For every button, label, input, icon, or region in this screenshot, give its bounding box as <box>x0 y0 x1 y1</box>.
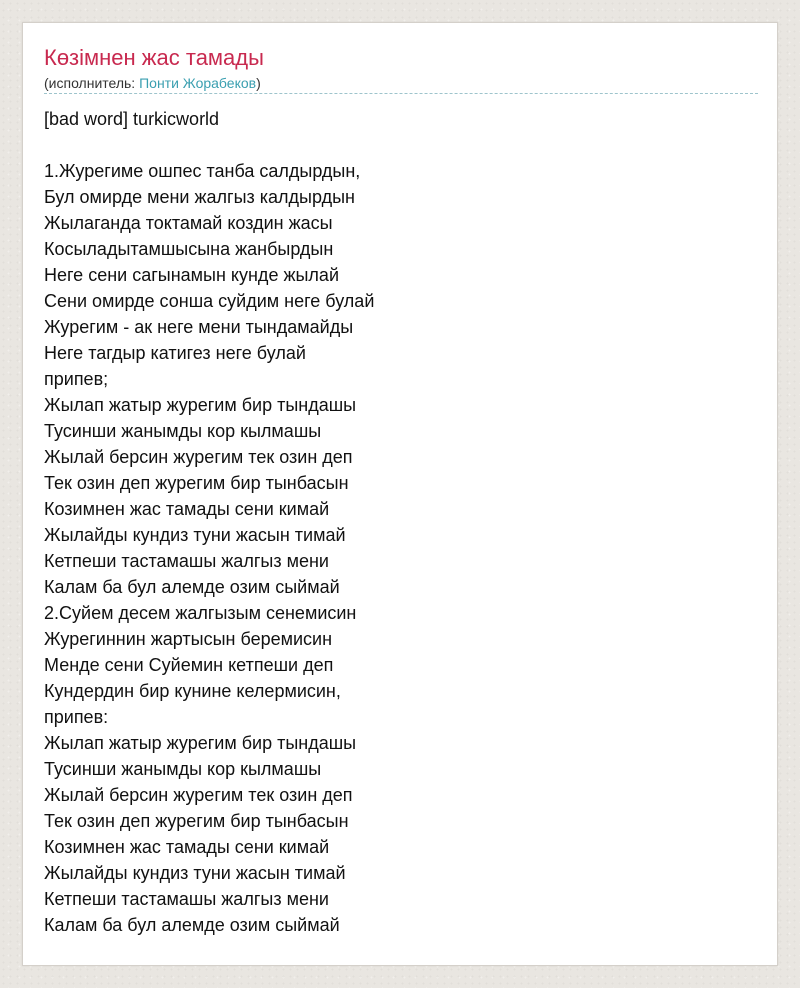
lyric-line: Кетпеши тастамашы жалгыз мени <box>44 889 329 909</box>
lyric-line: Тек озин деп журегим бир тынбасын <box>44 473 349 493</box>
lyric-line: Бул омирде мени жалгыз калдырдын <box>44 187 355 207</box>
artist-suffix: ) <box>256 75 261 91</box>
lyric-line: Калам ба бул алемде озим сыймай <box>44 915 340 935</box>
lyric-line <box>44 132 758 158</box>
lyric-line: Жылай берсин журегим тек озин деп <box>44 447 353 467</box>
artist-line <box>44 74 261 92</box>
lyric-line: Жылап жатыр журегим бир тындашы <box>44 733 357 753</box>
lyric-line: Тусинши жанымды кор кылмашы <box>44 759 322 779</box>
lyric-line: Козимнен жас тамады сени кимай <box>44 837 330 857</box>
lyric-line: [bad word] turkicworld <box>44 109 220 129</box>
lyric-line: Жылаганда токтамай коздин жасы <box>44 213 333 233</box>
lyric-line: 1.Журегиме ошпес танба салдырдын, <box>44 161 361 181</box>
lyric-line: Жылап жатыр журегим бир тындашы <box>44 395 357 415</box>
lyric-line: Жылай берсин журегим тек озин деп <box>44 785 353 805</box>
artist-link[interactable]: Понти Жорабеков <box>139 75 257 91</box>
lyric-line: Калам ба бул алемде озим сыймай <box>44 577 340 597</box>
lyric-line: Сени омирде сонша суйдим неге булай <box>44 291 375 311</box>
lyric-line: Кундердин бир кунине келермисин, <box>44 681 341 701</box>
lyric-line: Жылайды кундиз туни жасын тимай <box>44 863 346 883</box>
lyric-line: Менде сени Суйемин кетпеши деп <box>44 655 334 675</box>
lyrics-body <box>44 106 758 938</box>
lyric-line: Неге тагдыр катигез неге булай <box>44 343 306 363</box>
lyric-line: Журегиннин жартысын беремисин <box>44 629 333 649</box>
lyric-line: Косыладытамшысына жанбырдын <box>44 239 334 259</box>
lyric-line: Журегим - ак неге мени тындамайды <box>44 317 354 337</box>
lyric-line: припев; <box>44 369 109 389</box>
lyric-line: Неге сени сагынамын кунде жылай <box>44 265 339 285</box>
lyric-line: Тусинши жанымды кор кылмашы <box>44 421 322 441</box>
song-title: Көзімнен жас тамады <box>44 45 264 70</box>
lyric-line: Козимнен жас тамады сени кимай <box>44 499 330 519</box>
lyric-line: Жылайды кундиз туни жасын тимай <box>44 525 346 545</box>
lyrics-card <box>22 22 778 966</box>
lyric-line: 2.Суйем десем жалгызым сенемисин <box>44 603 357 623</box>
lyric-line: припев: <box>44 707 109 727</box>
lyric-line: Кетпеши тастамашы жалгыз мени <box>44 551 329 571</box>
title-divider <box>44 93 758 94</box>
artist-prefix: (исполнитель: <box>44 75 140 91</box>
lyric-line: Тек озин деп журегим бир тынбасын <box>44 811 349 831</box>
